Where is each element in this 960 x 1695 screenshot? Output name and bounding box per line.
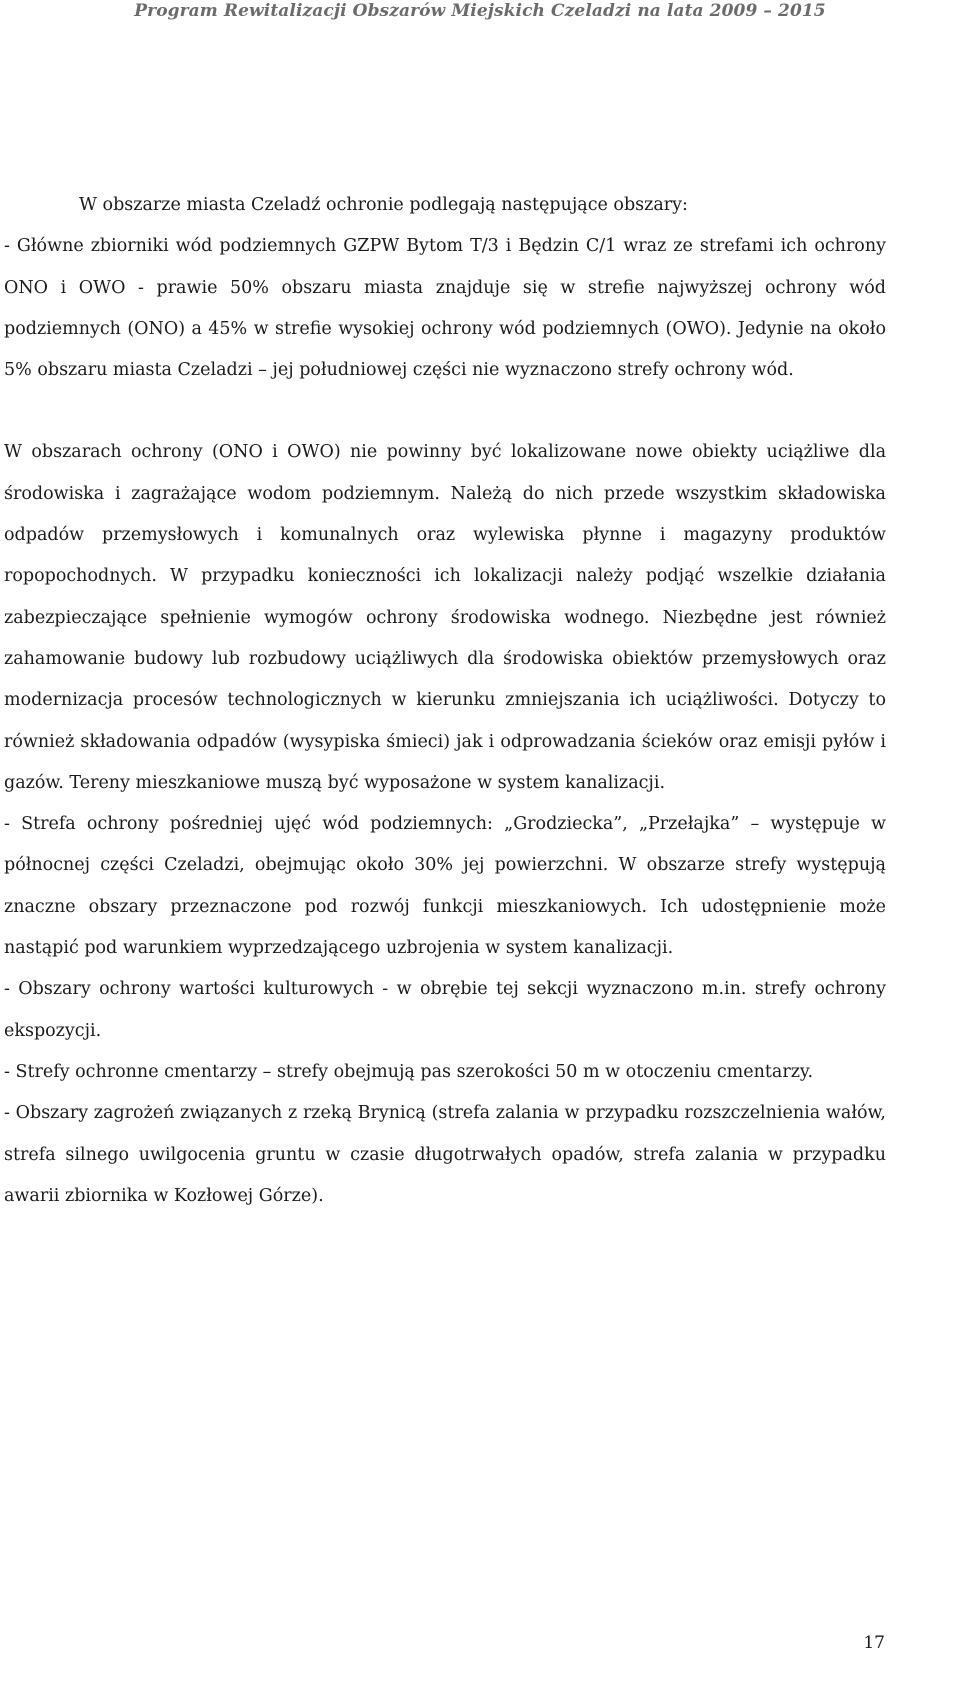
paragraph-strefa-ujec: - Strefa ochrony pośredniej ujęć wód podziemnych: „Grodziecka”, „Przełajka” – występuje w północnej części Czeladzi, obejmując około 30% jej powierzchni. W obszarze strefy występują znaczne obszary przeznaczone pod rozwój funkcji mieszkaniowych. Ich udostępnienie może nastąpić pod warunkiem wyprzedzającego uzbrojenia w system kanalizacji.	[4, 814, 886, 959]
page-number: 17	[863, 1633, 885, 1653]
running-header: Program Rewitalizacji Obszarów Miejskich Czeladzi na lata 2009 – 2015	[134, 1, 826, 21]
paragraph-cmentarze: - Strefy ochronne cmentarzy – strefy obejmują pas szerokości 50 m w otoczeniu cmentarzy.	[4, 1061, 814, 1082]
intro-paragraph: W obszarze miasta Czeladź ochronie podlegają następujące obszary:	[79, 195, 688, 215]
paragraph-wartosci-kulturowe: - Obszary ochrony wartości kulturowych - w obrębie tej sekcji wyznaczono m.in. strefy ochrony ekspozycji.	[4, 979, 886, 1041]
document-body	[4, 185, 886, 1217]
paragraph-gzpw: - Główne zbiorniki wód podziemnych GZPW Bytom T/3 i Będzin C/1 wraz ze strefami ich ochrony ONO i OWO - prawie 50% obszaru miasta znajduje się w strefie najwyższej ochrony wód podziemnych (ONO) a 45% w strefie wysokiej ochrony wód podziemnych (OWO). Jedynie na około 5% obszaru miasta Czeladzi – jej południowej części nie wyznaczono strefy ochrony wód.	[4, 236, 886, 381]
paragraph-brynica: - Obszary zagrożeń związanych z rzeką Brynicą (strefa zalania w przypadku rozszczelnienia wałów, strefa silnego uwilgocenia gruntu w czasie długotrwałych opadów, strefa zalania w przypadku awarii zbiornika w Kozłowej Górze).	[4, 1103, 886, 1206]
paragraph-ono-owo: W obszarach ochrony (ONO i OWO) nie powinny być lokalizowane nowe obiekty uciążliwe dla środowiska i zagrażające wodom podziemnym. Należą do nich przede wszystkim składowiska odpadów przemysłowych i komunalnych oraz wylewiska płynne i magazyny produktów ropopochodnych. W przypadku konieczności ich lokalizacji należy podjąć wszelkie działania zabezpieczające spełnienie wymogów ochrony środowiska wodnego. Niezbędne jest również zahamowanie budowy lub rozbudowy uciążliwych dla środowiska obiektów przemysłowych oraz modernizacja procesów technologicznych w kierunku zmniejszania ich uciążliwości. Dotyczy to również składowania odpadów (wysypiska śmieci) jak i odprowadzania ścieków oraz emisji pyłów i gazów. Tereny mieszkaniowe muszą być wyposażone w system kanalizacji.	[4, 442, 886, 793]
paragraph-gap	[4, 391, 886, 432]
